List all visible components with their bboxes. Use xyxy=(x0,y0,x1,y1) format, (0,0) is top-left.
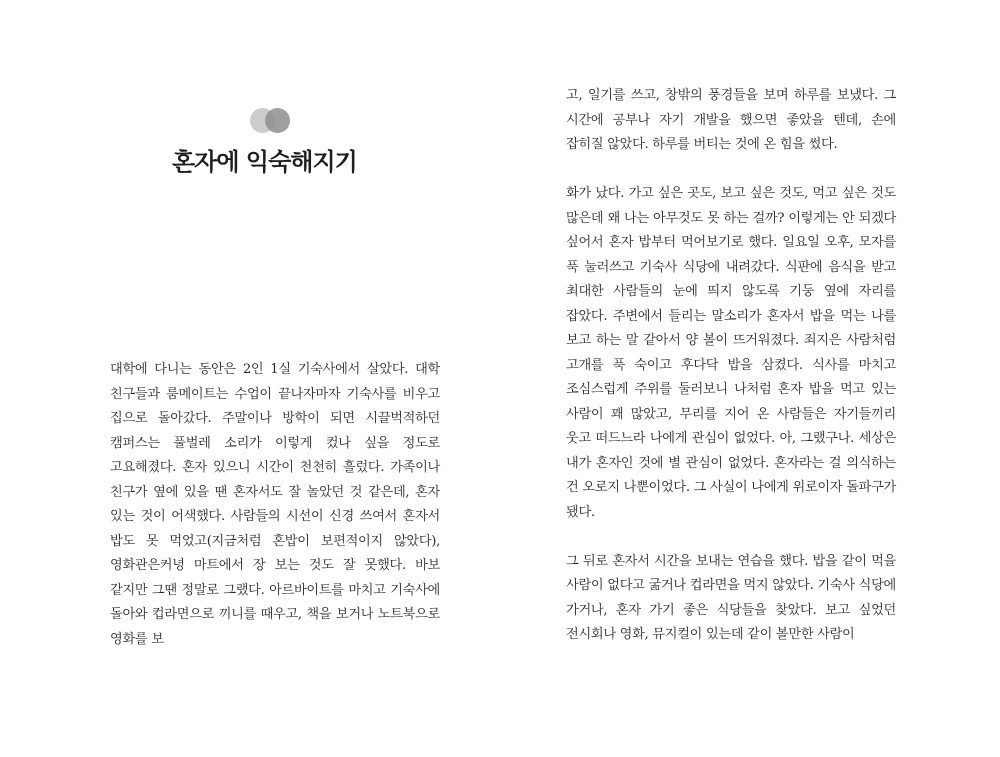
right-body-text xyxy=(566,84,896,648)
dark-circle-shape xyxy=(265,108,290,133)
paragraph: 화가 났다. 가고 싶은 곳도, 보고 싶은 것도, 먹고 싶은 것도 많은데 왜 나는 아무것도 못 하는 걸까? 이렇게는 안 되겠다 싶어서 혼자 밥부터 먹어보기로 했다. 일요일 오후, 모자를 푹 눌러쓰고 기숙사 식당에 내려갔다. 식판에 음식을 받고 최대한 사람들의 눈에 띄지 않도록 기둥 옆에 자리를 잡았다. 주변에서 들리는 말소리가 혼자서 밥을 먹는 나를 보고 하는 말 같아서 양 볼이 뜨거워졌다. 죄지은 사람처럼 고개를 푹 숙이고 후다닥 밥을 삼켰다. 식사를 마치고 조심스럽게 주위를 둘러보니 나처럼 혼자 밥을 먹고 있는 사람이 꽤 많았고, 무리를 지어 온 사람들은 자기들끼리 웃고 떠드느라 나에게 관심이 없었다. 아, 그랬구나. 세상은 내가 혼자인 것에 별 관심이 없었다. 혼자라는 걸 의식하는 건 오로지 나뿐이었다. 그 사실이 나에게 위로이자 돌파구가 됐다. xyxy=(566,186,896,520)
paragraph: 대학에 다니는 동안은 2인 1실 기숙사에서 살았다. 대학 친구들과 룸메이트는 수업이 끝나자마자 기숙사를 비우고 집으로 돌아갔다. 주말이나 방학이 되면 시끌벅적하던 캠퍼스는 풀벌레 소리가 이렇게 컸나 싶을 정도로 고요해졌다. 혼자 있으니 시간이 천천히 흘렀다. 가족이나 친구가 옆에 있을 땐 혼자서도 잘 놀았던 것 같은데, 혼자 있는 것이 어색했다. 사람들의 시선이 신경 쓰여서 혼자서 밥도 못 먹었고(지금처럼 혼밥이 보편적이지 않았다), 영화관은커녕 마트에서 장 보는 것도 잘 못했다. 바보 같지만 그땐 정말로 그랬다. 아르바이트를 마치고 기숙사에 돌아와 컵라면으로 끼니를 때우고, 책을 보거나 노트북으로 영화를 보 xyxy=(110,362,440,647)
chapter-ornament-icon xyxy=(250,108,310,134)
paragraph: 고, 일기를 쓰고, 창밖의 풍경들을 보며 하루를 보냈다. 그 시간에 공부나 자기 개발을 했으면 좋았을 텐데, 손에 잡히질 않았다. 하루를 버티는 것에 온 힘을 썼다. xyxy=(566,88,896,152)
paragraph: 그 뒤로 혼자서 시간을 보내는 연습을 했다. 밥을 같이 먹을 사람이 없다고 굶거나 컵라면을 먹지 않았다. 기숙사 식당에 가거나, 혼자 가기 좋은 식당들을 찾았다. 보고 싶었던 전시회나 영화, 뮤지컬이 있는데 같이 볼만한 사람이 xyxy=(566,553,896,642)
chapter-heading xyxy=(172,108,382,177)
chapter-title: 혼자에 익숙해지기 xyxy=(172,148,357,176)
right-page xyxy=(500,0,1000,757)
left-body-text xyxy=(110,358,440,652)
